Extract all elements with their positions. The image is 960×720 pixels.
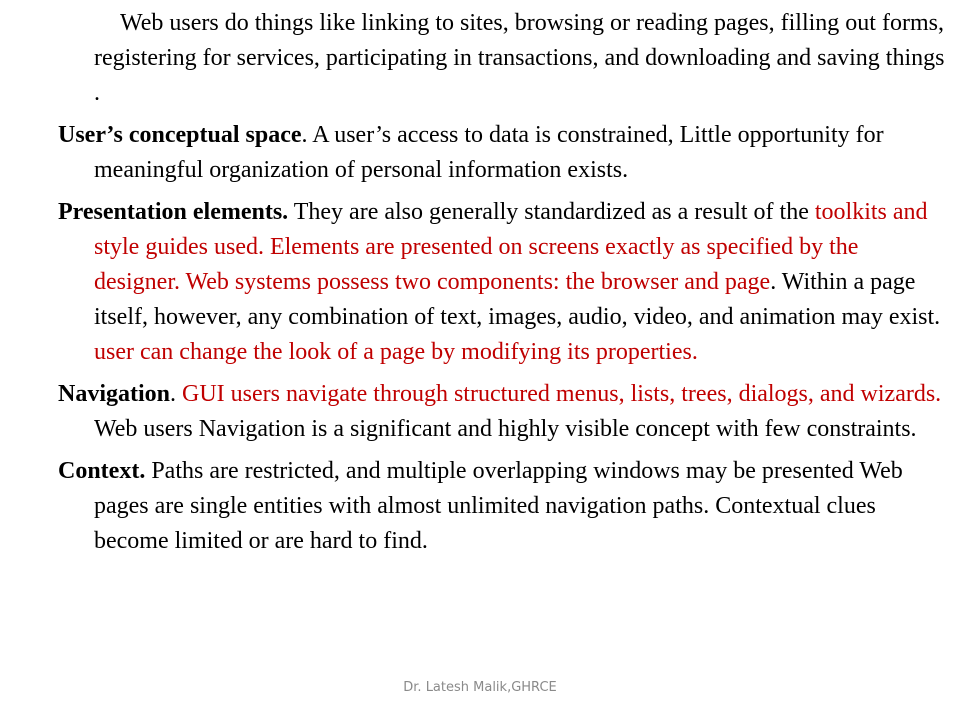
- paragraph-conceptual-space: [58, 118, 948, 188]
- presentation-text-1: They are also generally standardized as a result of the: [288, 199, 815, 225]
- slide-footer: Dr. Latesh Malik,GHRCE: [403, 680, 557, 695]
- presentation-highlight-1: toolkits and style guides used. Elements are presented on screens exactly as specified by the designer. Web systems possess two components: the browser and page: [94, 199, 928, 295]
- intro-text: Web users do things like linking to sites, browsing or reading pages, filling out forms, registering for services, participating in transactions, and downloading and saving things .: [94, 10, 945, 106]
- presentation-text-2: . Within a page itself, however, any combination of text, images, audio, video, and animation may exist.: [94, 269, 941, 330]
- paragraph-navigation: [58, 377, 948, 447]
- paragraph-presentation: [58, 195, 948, 370]
- conceptual-space-text: . A user’s access to data is constrained, Little opportunity for meaningful organization of personal information exists.: [94, 122, 884, 183]
- term-navigation: Navigation: [58, 381, 171, 407]
- presentation-highlight-2: user can change the look of a page by modifying its properties.: [94, 339, 698, 365]
- slide-body: [58, 6, 948, 566]
- term-presentation: Presentation elements.: [58, 199, 289, 225]
- navigation-highlight: GUI users navigate through structured menus, lists, trees, dialogs, and wizards.: [182, 381, 942, 407]
- term-context: Context.: [58, 458, 146, 484]
- paragraph-context: [58, 454, 948, 559]
- paragraph-intro: [58, 6, 948, 111]
- navigation-text-2: Web users Navigation is a significant and highly visible concept with few constraints.: [94, 416, 917, 442]
- navigation-text-1: .: [170, 381, 183, 407]
- context-text: Paths are restricted, and multiple overlapping windows may be presented Web pages are single entities with almost unlimited navigation paths. Contextual clues become limited or are hard to find.: [94, 458, 903, 554]
- term-conceptual-space: User’s conceptual space: [58, 122, 302, 148]
